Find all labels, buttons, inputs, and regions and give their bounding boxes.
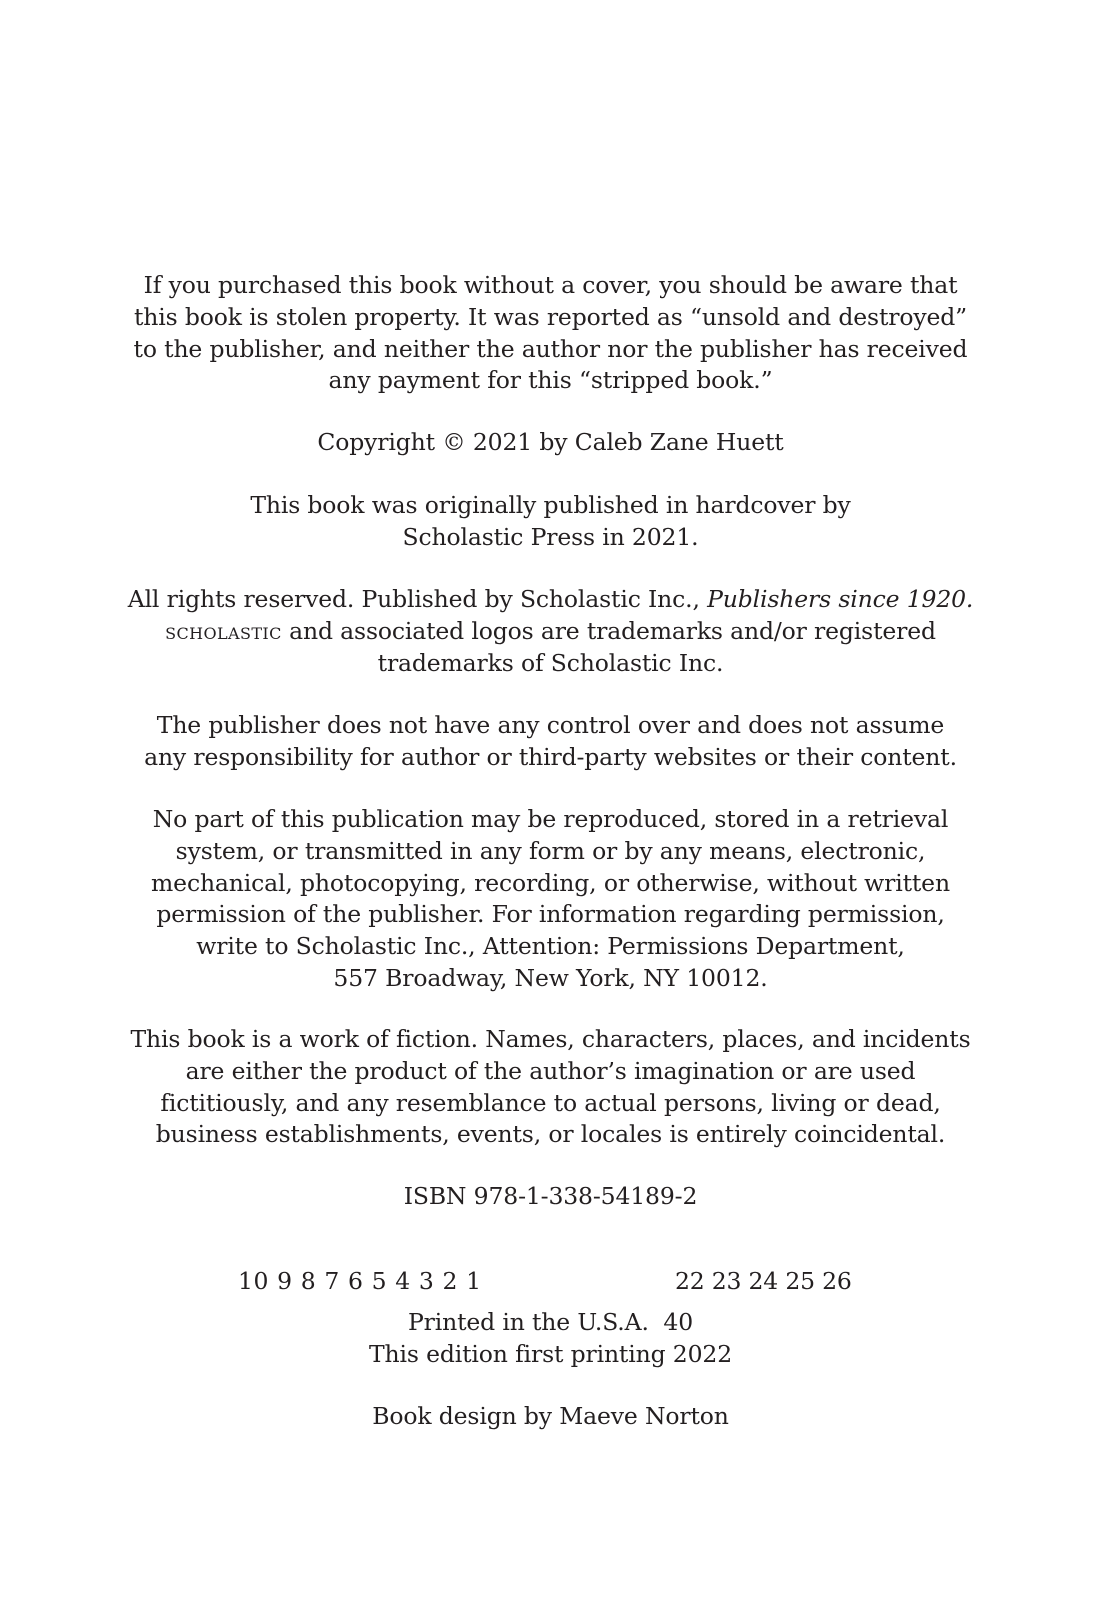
trademark-line: trademarks of Scholastic Inc. <box>377 648 724 677</box>
fiction-notice <box>0 1024 1101 1151</box>
trademark-line <box>0 616 1101 648</box>
printed-in-line: Printed in the U.S.A. 40 <box>407 1308 694 1336</box>
rights-line <box>0 584 1101 616</box>
reproduction-notice <box>0 804 1101 995</box>
fiction-line: business establishments, events, or locales is entirely coincidental. <box>155 1120 946 1149</box>
reproduction-line: permission of the publisher. For information regarding permission, <box>156 900 945 929</box>
scholastic-smallcaps: scholastic <box>165 616 282 645</box>
isbn-text: ISBN 978-1-338-54189-2 <box>403 1182 698 1210</box>
fiction-line: are either the product of the author’s imagination or are used <box>185 1056 916 1085</box>
reproduction-line: system, or transmitted in any form or by any means, electronic, <box>175 836 926 865</box>
printing-number-line: 10 9 8 7 6 5 4 3 2 1 <box>238 1267 482 1295</box>
stripped-notice-line: to the publisher, and neither the author nor the publisher has received <box>133 334 968 363</box>
disclaimer-line: any responsibility for author or third-party websites or their content. <box>144 742 957 771</box>
reproduction-line: 557 Broadway, New York, NY 10012. <box>333 963 768 992</box>
reproduction-line: No part of this publication may be reproduced, stored in a retrieval <box>152 805 949 833</box>
original-publication-line: Scholastic Press in 2021. <box>402 522 699 551</box>
publishers-since-text: Publishers since 1920. <box>707 585 974 613</box>
stripped-notice-line: any payment for this “stripped book.” <box>328 366 773 395</box>
year-number-line: 22 23 24 25 26 <box>675 1267 852 1295</box>
copyright-line <box>0 427 1101 459</box>
book-design-credit <box>0 1401 1101 1433</box>
stripped-book-notice <box>0 270 1101 397</box>
reproduction-line: mechanical, photocopying, recording, or otherwise, without written <box>151 868 950 897</box>
edition-line: This edition first printing 2022 <box>369 1339 732 1368</box>
original-publication-note <box>0 490 1101 554</box>
disclaimer-line: The publisher does not have any control over and does not assume <box>156 711 945 739</box>
original-publication-line: This book was originally published in hardcover by <box>250 491 851 519</box>
reproduction-line: write to Scholastic Inc., Attention: Permissions Department, <box>196 932 905 961</box>
fiction-line: This book is a work of fiction. Names, characters, places, and incidents <box>130 1025 971 1053</box>
rights-text: All rights reserved. Published by Scholastic Inc., <box>127 585 708 613</box>
rights-statement <box>0 584 1101 679</box>
book-design-text: Book design by Maeve Norton <box>372 1402 729 1430</box>
stripped-notice-line: this book is stolen property. It was reported as “unsold and destroyed” <box>134 302 967 331</box>
copyright-text: Copyright © 2021 by Caleb Zane Huett <box>317 428 784 456</box>
fiction-line: fictitiously, and any resemblance to actual persons, living or dead, <box>160 1088 941 1117</box>
websites-disclaimer <box>0 710 1101 774</box>
trademark-text: and associated logos are trademarks and/or registered <box>281 616 936 645</box>
stripped-notice-line: If you purchased this book without a cover, you should be aware that <box>143 271 958 299</box>
printing-info <box>0 1307 1101 1371</box>
isbn <box>0 1181 1101 1213</box>
